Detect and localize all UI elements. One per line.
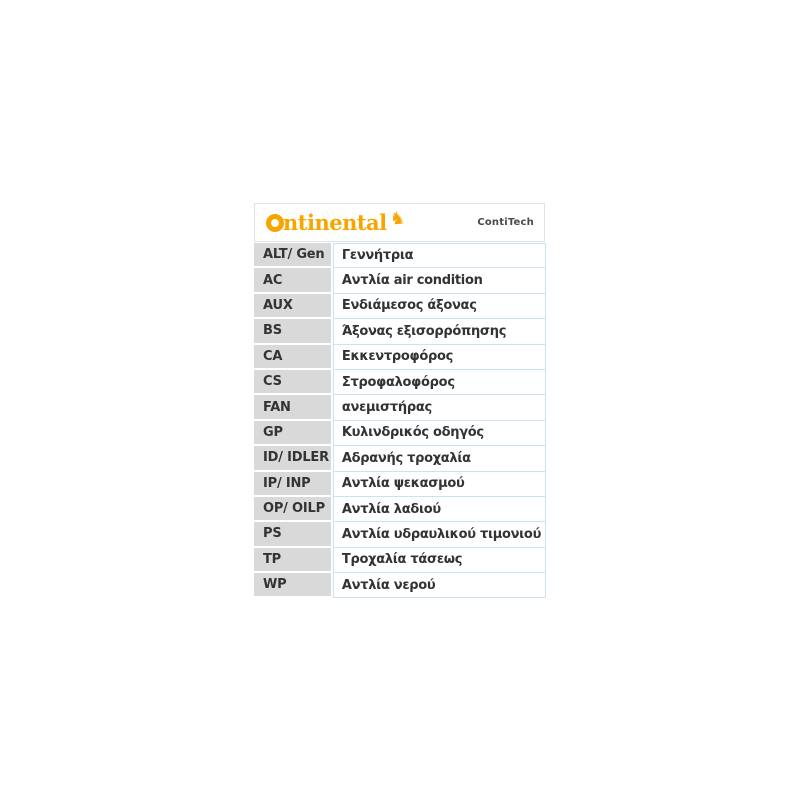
legend-table bbox=[254, 243, 546, 598]
row-description: Ενδιάμεσος άξονας bbox=[333, 294, 546, 319]
row-code: WP bbox=[254, 573, 333, 598]
row-description: Γεννήτρια bbox=[333, 243, 546, 268]
table-row bbox=[254, 243, 546, 268]
row-description: Εκκεντροφόρος bbox=[333, 345, 546, 370]
row-code: PS bbox=[254, 522, 333, 547]
table-row bbox=[254, 395, 546, 420]
row-code: BS bbox=[254, 319, 333, 344]
row-description: ανεμιστήρας bbox=[333, 395, 546, 420]
table-row bbox=[254, 345, 546, 370]
row-code: GP bbox=[254, 421, 333, 446]
row-description: Αντλία λαδιού bbox=[333, 497, 546, 522]
table-row bbox=[254, 548, 546, 573]
row-description: Αντλία air condition bbox=[333, 268, 546, 293]
table-row bbox=[254, 472, 546, 497]
row-description: Αντλία νερού bbox=[333, 573, 546, 598]
row-description: Τροχαλία τάσεως bbox=[333, 548, 546, 573]
row-code: ID/ IDLER bbox=[254, 446, 333, 471]
row-code: IP/ INP bbox=[254, 472, 333, 497]
continental-logo bbox=[266, 208, 406, 235]
row-description: Αντλία ψεκασμού bbox=[333, 472, 546, 497]
row-code: AC bbox=[254, 268, 333, 293]
row-code: CA bbox=[254, 345, 333, 370]
table-row bbox=[254, 421, 546, 446]
row-description: Αντλία υδραυλικού τιμονιού bbox=[333, 522, 546, 547]
table-row bbox=[254, 497, 546, 522]
row-code: CS bbox=[254, 370, 333, 395]
table-row bbox=[254, 268, 546, 293]
table-row bbox=[254, 370, 546, 395]
row-description: Άξονας εξισορρόπησης bbox=[333, 319, 546, 344]
row-code: OP/ OILP bbox=[254, 497, 333, 522]
continental-logo-text: ntinental bbox=[283, 210, 387, 235]
row-code: TP bbox=[254, 548, 333, 573]
row-description: Αδρανής τροχαλία bbox=[333, 446, 546, 471]
table-row bbox=[254, 573, 546, 598]
row-code: FAN bbox=[254, 395, 333, 420]
row-code: AUX bbox=[254, 294, 333, 319]
legend-card bbox=[254, 203, 545, 598]
rearing-horse-icon: ♞ bbox=[388, 208, 406, 230]
brand-header bbox=[254, 203, 545, 242]
row-description: Στροφαλοφόρος bbox=[333, 370, 546, 395]
contitech-wordmark: ContiTech bbox=[477, 217, 534, 228]
table-row bbox=[254, 319, 546, 344]
table-row bbox=[254, 294, 546, 319]
row-code: ALT/ Gen bbox=[254, 243, 333, 268]
row-description: Κυλινδρικός οδηγός bbox=[333, 421, 546, 446]
legend-table-body bbox=[254, 243, 546, 598]
continental-c-ring-icon bbox=[266, 214, 284, 232]
table-row bbox=[254, 522, 546, 547]
table-row bbox=[254, 446, 546, 471]
